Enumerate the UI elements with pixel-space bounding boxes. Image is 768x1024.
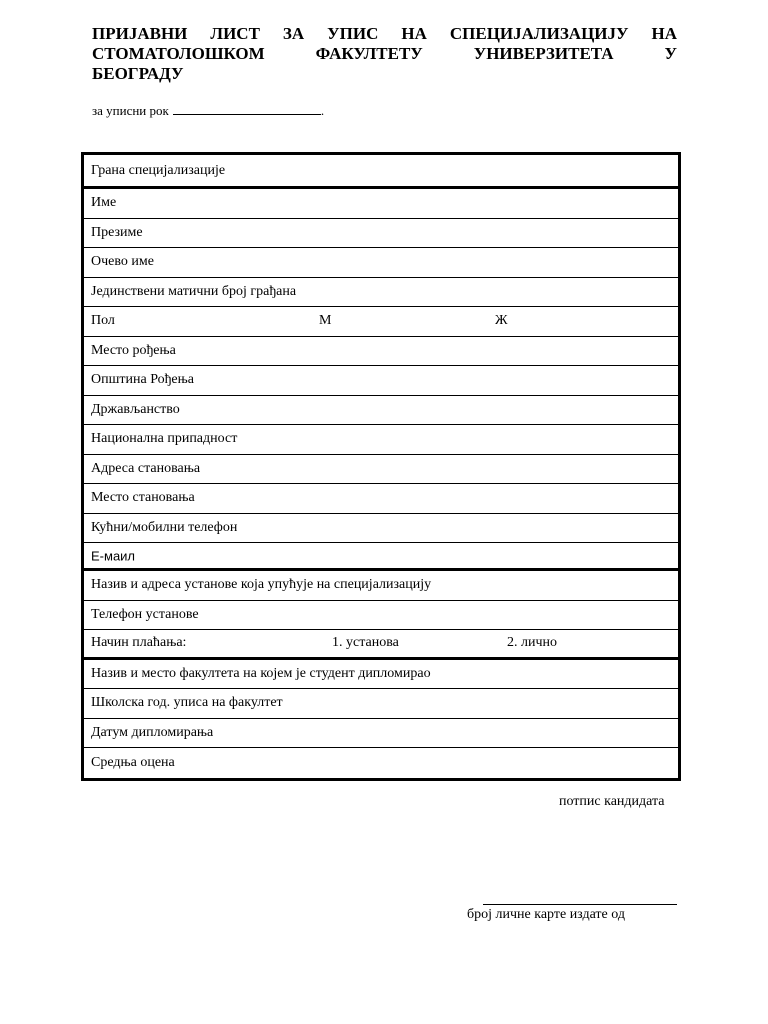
deadline-blank[interactable] [173, 102, 321, 115]
row-birth-municipality[interactable]: Општина Рођења [84, 366, 678, 396]
title-line-2: СТОМАТОЛОШКОМ ФАКУЛТЕТУ УНИВЕРЗИТЕТА У [92, 44, 677, 63]
row-enrollment-year[interactable]: Школска год. уписа на факултет [84, 689, 678, 719]
id-card-line[interactable] [483, 904, 677, 905]
gender-male-option[interactable]: М [319, 313, 332, 329]
row-institution[interactable]: Назив и адреса установе која упућује на специјализацију [84, 571, 678, 601]
signature-label: потпис кандидата [559, 794, 665, 809]
row-specialization[interactable] [84, 155, 678, 189]
title-line-1: ПРИЈАВНИ ЛИСТ ЗА УПИС НА СПЕЦИЈАЛИЗАЦИЈУ НА [92, 24, 677, 43]
form-title [92, 24, 677, 84]
gender-female-option[interactable]: Ж [495, 313, 508, 329]
row-average-grade[interactable]: Средња оцена [91, 754, 175, 770]
row-first-name[interactable]: Име [84, 189, 678, 219]
row-address[interactable]: Адреса становања [84, 455, 678, 485]
id-card-label: број личне карте издате од [467, 907, 625, 922]
title-line-3: БЕОГРАДУ [92, 64, 184, 83]
payment-institution-option[interactable]: 1. установа [332, 635, 399, 651]
row-jmbg[interactable]: Јединствени матични број грађана [84, 278, 678, 308]
row-birthplace[interactable]: Место рођења [84, 337, 678, 367]
row-email[interactable]: Е-маил [84, 543, 678, 571]
row-father-name[interactable]: Очево име [84, 248, 678, 278]
label-specialization: Грана специјализације [91, 162, 226, 178]
row-last-name[interactable]: Презиме [84, 219, 678, 249]
row-institution-phone[interactable]: Телефон установе [84, 601, 678, 631]
enrollment-deadline: за уписни рок . [92, 103, 325, 118]
row-gender[interactable]: Пол М Ж [84, 307, 678, 337]
row-payment[interactable]: Начин плаћања: 1. установа 2. лично [84, 630, 678, 660]
row-citizenship[interactable]: Држављанство [84, 396, 678, 426]
payment-personal-option[interactable]: 2. лично [507, 635, 558, 651]
application-form-table [81, 152, 681, 781]
row-graduation-date[interactable]: Датум дипломирања [84, 719, 678, 749]
row-residence[interactable]: Место становања [84, 484, 678, 514]
row-faculty[interactable]: Назив и место факултета на којем је студент дипломирао [84, 660, 678, 690]
row-nationality[interactable]: Национална припадност [84, 425, 678, 455]
row-phone[interactable]: Кућни/мобилни телефон [84, 514, 678, 544]
deadline-label: за уписни рок [92, 103, 169, 118]
